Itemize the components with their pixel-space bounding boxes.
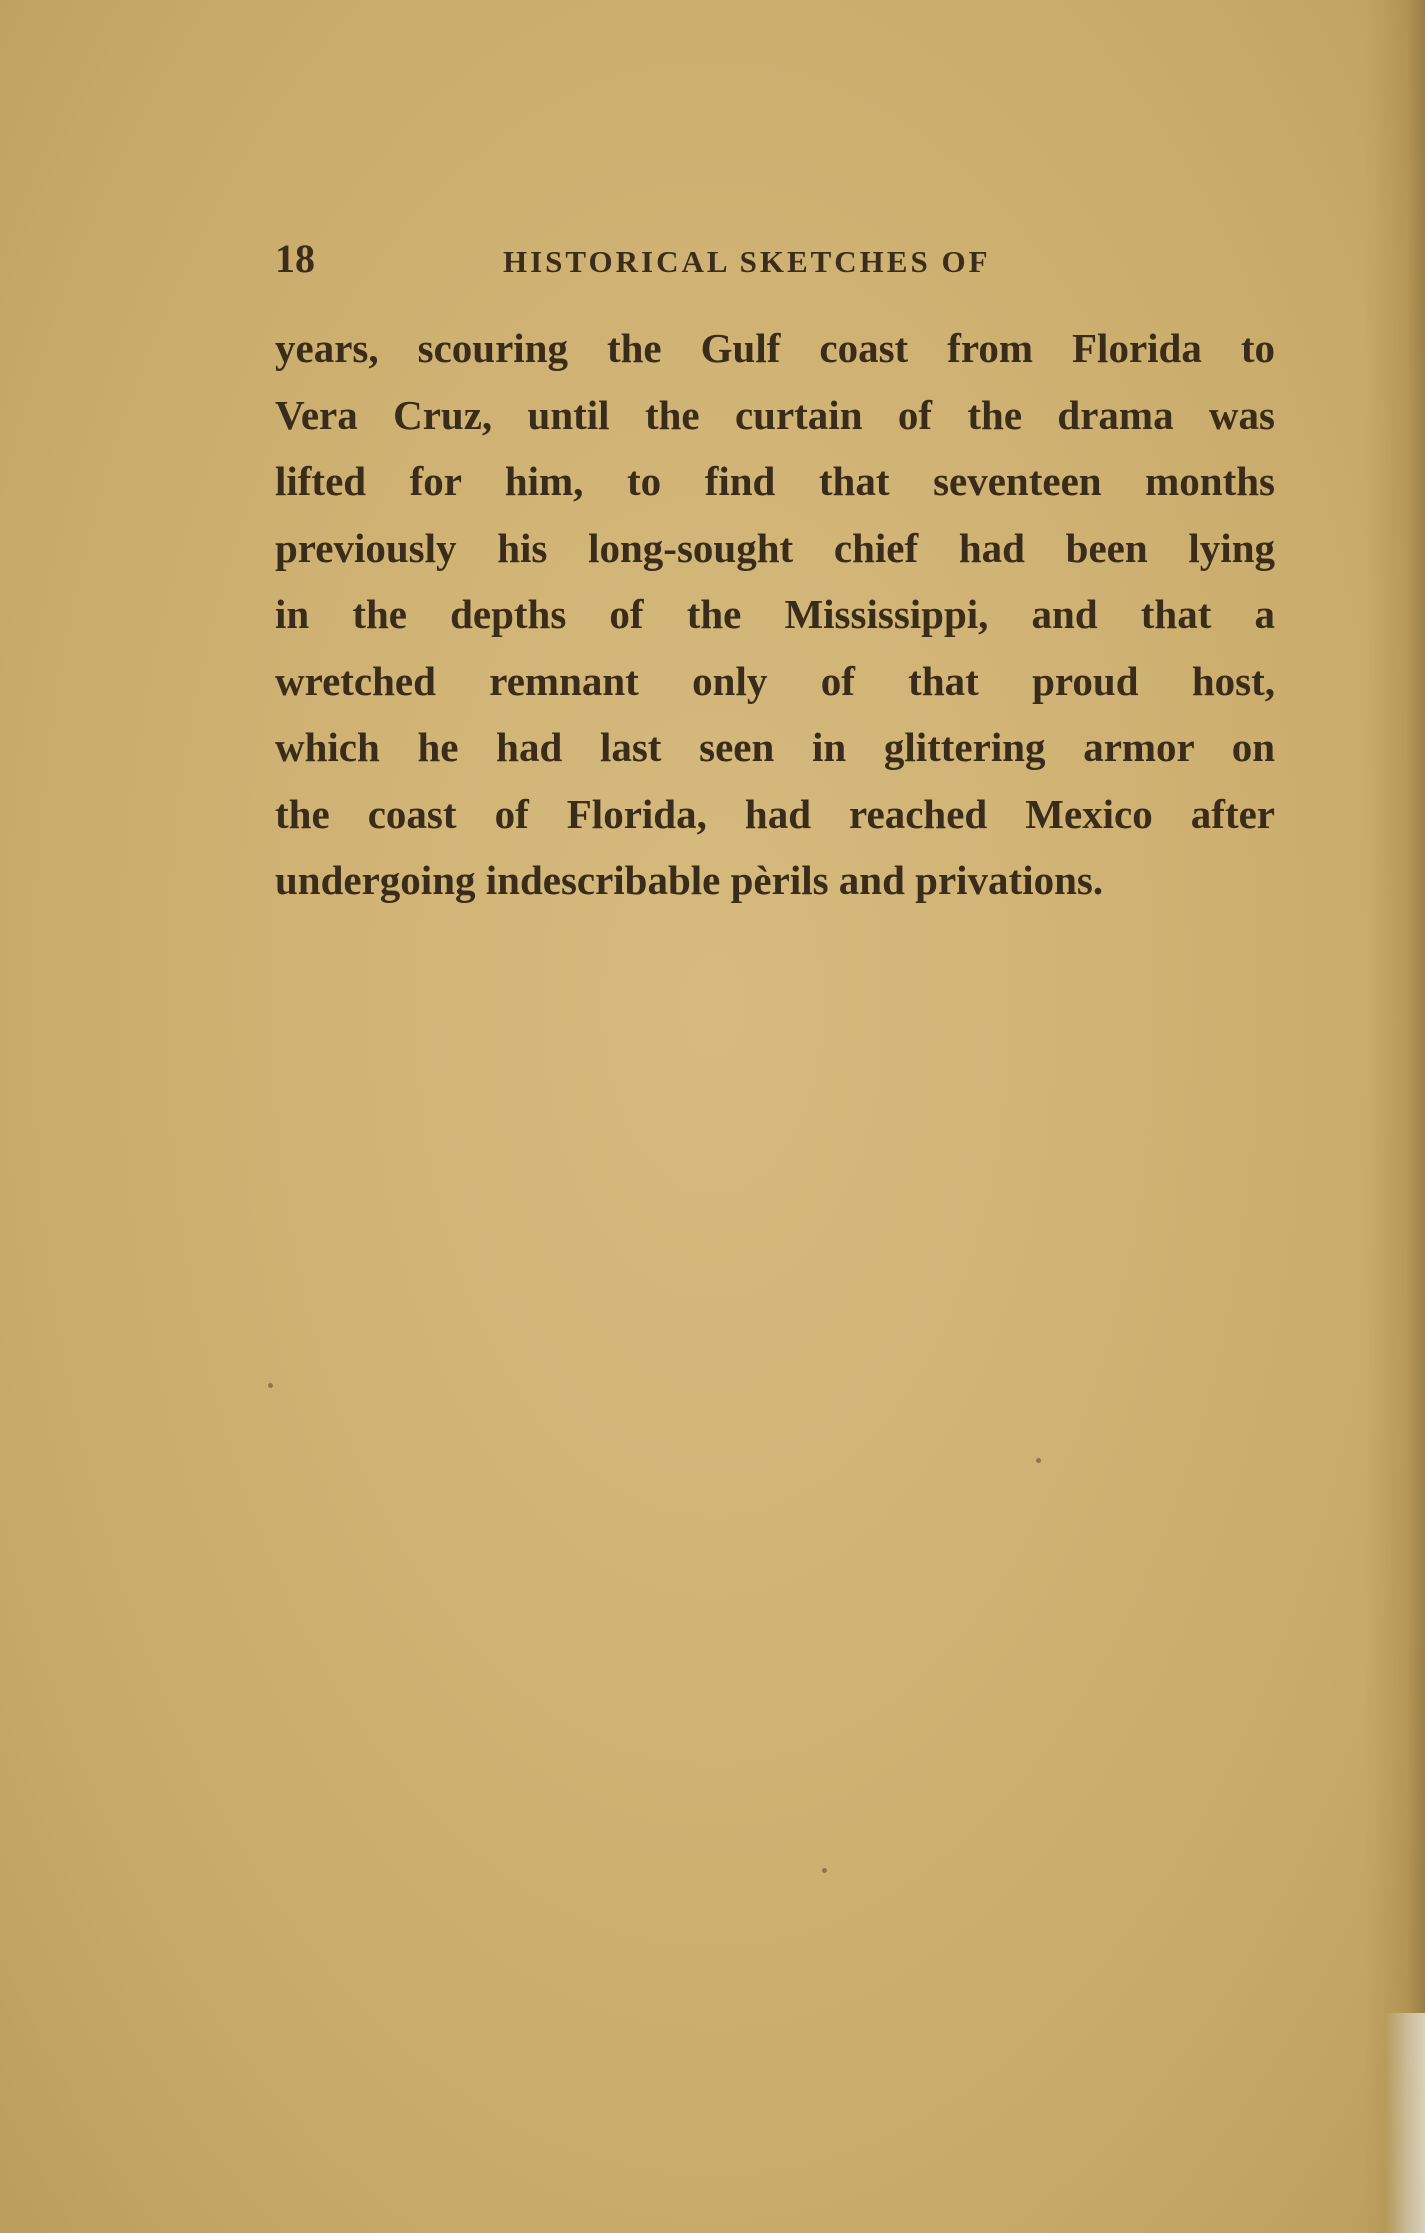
- page-number: 18: [275, 236, 315, 281]
- running-head: [275, 235, 1275, 295]
- paper-speck: [1036, 1458, 1041, 1463]
- page-edge-worn: [1385, 2013, 1425, 2233]
- paper-speck: [822, 1868, 827, 1873]
- text-line: which he had last seen in glittering armor on: [275, 724, 1275, 770]
- text-line: years, scouring the Gulf coast from Florida to: [275, 325, 1275, 371]
- text-line: Vera Cruz, until the curtain of the drama was: [275, 391, 1275, 438]
- text-line: the coast of Florida, had reached Mexico after: [275, 790, 1275, 837]
- page-content: [275, 235, 1275, 914]
- body-paragraph: [275, 315, 1275, 914]
- paper-speck: [268, 1383, 273, 1388]
- page-edge-shadow: [1365, 0, 1425, 2233]
- running-head-title: HISTORICAL SKETCHES OF: [503, 244, 991, 279]
- text-line: in the depths of the Mississippi, and that a: [275, 591, 1275, 637]
- text-line: lifted for him, to find that seventeen months: [275, 458, 1275, 504]
- text-line: wretched remnant only of that proud host,: [275, 657, 1275, 704]
- text-line: previously his long-sought chief had been lying: [275, 524, 1275, 571]
- text-line: undergoing indescribable pèrils and privations.: [275, 857, 1104, 903]
